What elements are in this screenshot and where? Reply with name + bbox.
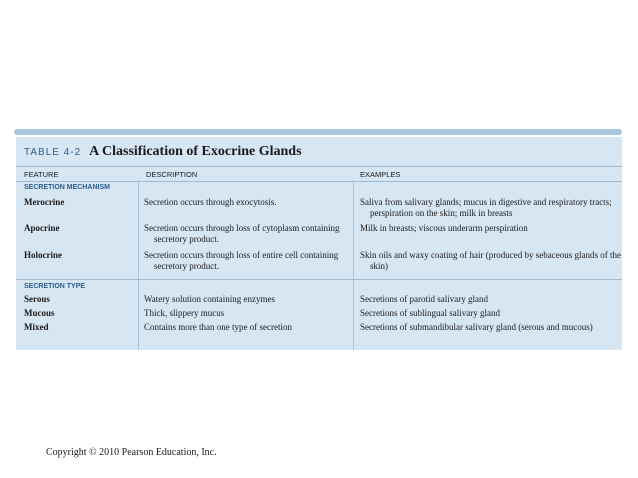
row-examples: Skin oils and waxy coating of hair (produced by sebaceous glands of the skin) — [360, 250, 621, 271]
row-examples: Secretions of parotid salivary gland — [360, 294, 488, 304]
table-title-row — [24, 142, 302, 160]
row-feature: Holocrine — [24, 250, 62, 260]
section-divider — [16, 279, 622, 280]
row-feature: Merocrine — [24, 197, 65, 207]
section-label-secretion-type: SECRETION TYPE — [24, 283, 86, 290]
row-description: Contains more than one type of secretion — [144, 322, 292, 332]
header-feature: FEATURE — [24, 170, 59, 179]
table-header-row — [16, 166, 622, 182]
table-number-label: TABLE 4-2 — [24, 147, 82, 158]
row-feature: Mucous — [24, 308, 55, 318]
row-feature: Serous — [24, 294, 50, 304]
table-top-rule — [14, 129, 622, 135]
header-description: DESCRIPTION — [146, 170, 198, 179]
row-description: Secretion occurs through loss of entire cell containing secretory product. — [144, 250, 339, 271]
row-examples: Milk in breasts; viscous underarm perspiration — [360, 223, 528, 233]
row-feature: Apocrine — [24, 223, 60, 233]
copyright-notice: Copyright © 2010 Pearson Education, Inc. — [46, 447, 217, 458]
row-description: Thick, slippery mucus — [144, 308, 225, 318]
row-description: Watery solution containing enzymes — [144, 294, 275, 304]
section-label-secretion-mechanism: SECRETION MECHANISM — [24, 184, 110, 191]
row-feature: Mixed — [24, 322, 49, 332]
table-title: A Classification of Exocrine Glands — [89, 144, 302, 159]
header-examples: EXAMPLES — [360, 170, 401, 179]
row-examples: Secretions of submandibular salivary gland (serous and mucous) — [360, 322, 593, 332]
row-examples: Secretions of sublingual salivary gland — [360, 308, 500, 318]
exocrine-glands-table — [16, 137, 622, 350]
row-examples: Saliva from salivary glands; mucus in digestive and respiratory tracts; perspiration on the skin; milk in breasts — [360, 197, 612, 218]
row-description: Secretion occurs through loss of cytoplasm containing secretory product. — [144, 223, 340, 244]
row-description: Secretion occurs through exocytosis. — [144, 197, 277, 207]
